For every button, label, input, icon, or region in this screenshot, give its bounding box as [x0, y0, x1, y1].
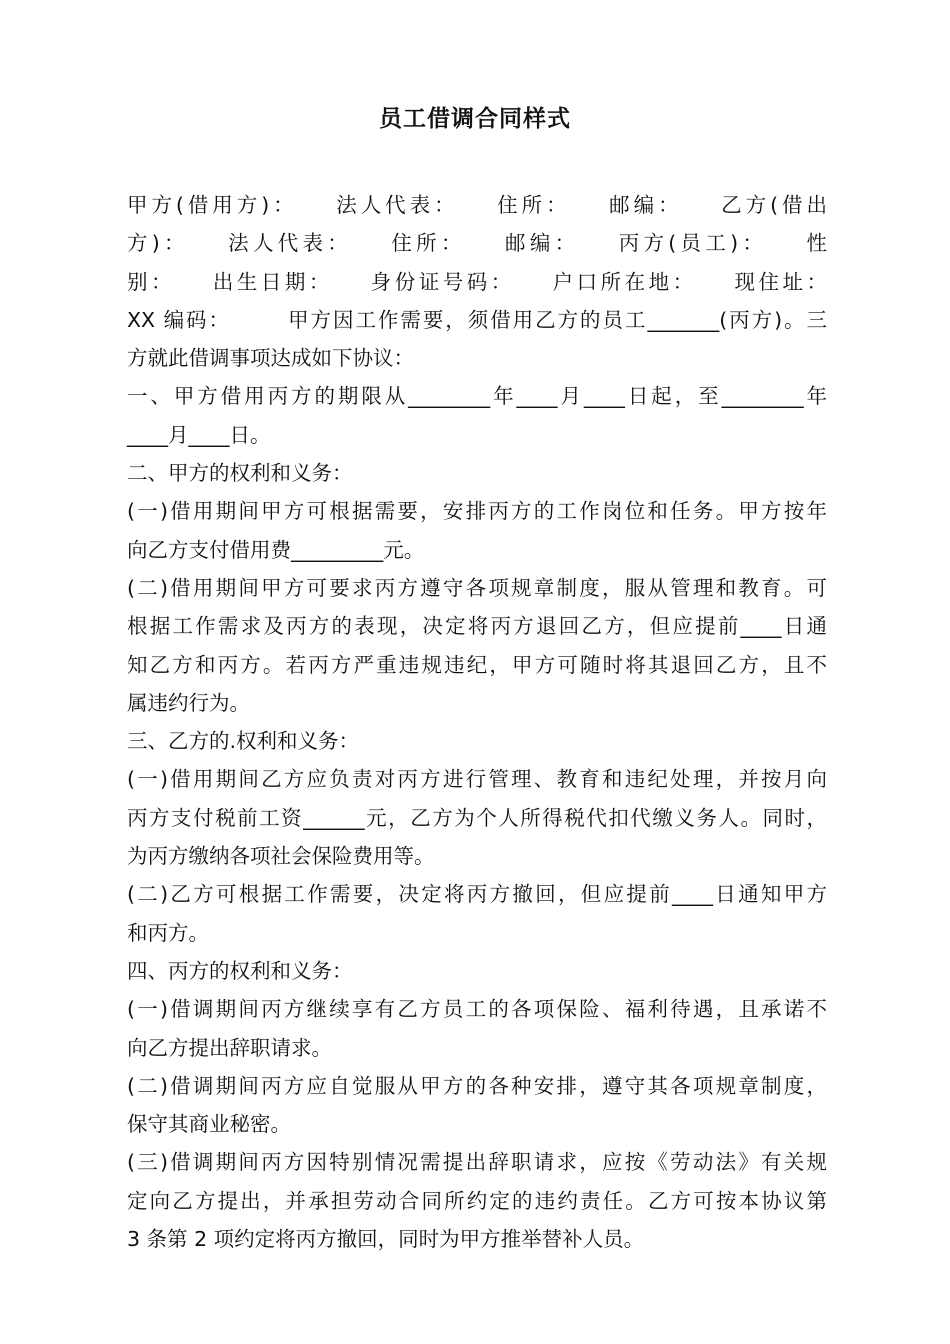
text-line: 保守其商业秘密。 [127, 1112, 291, 1137]
text-line: 为丙方缴纳各项社会保险费用等。 [127, 844, 435, 869]
text-line: 属违约行为。 [127, 690, 250, 715]
text-line: 3 条第 2 项约定将丙方撤回，同时为甲方推举替补人员。 [127, 1227, 645, 1252]
text-line: 丙方支付税前工资______元，乙方为个人所得税代扣代缴义务人。同时， [127, 805, 827, 830]
text-line: 根据工作需求及丙方的表现，决定将丙方退回乙方，但应提前____日通 [127, 614, 827, 639]
text-line: 向乙方提出辞职请求。 [127, 1035, 332, 1060]
text-line: 向乙方支付借用费_________元。 [127, 537, 425, 562]
text-line: (二)乙方可根据工作需要，决定将丙方撤回，但应提前____日通知甲方 [127, 882, 827, 907]
text-line: (三)借调期间丙方因特别情况需提出辞职请求，应按《劳动法》有关规 [127, 1150, 827, 1175]
text-line: (二)借用期间甲方可要求丙方遵守各项规章制度，服从管理和教育。可 [127, 575, 827, 600]
text-line: 三、乙方的.权利和义务： [127, 729, 360, 754]
text-line: 一、甲方借用丙方的期限从________年____月____日起，至________年 [127, 384, 827, 409]
document-title: 员工借调合同样式 [379, 106, 571, 132]
text-line: (一)借调期间丙方继续享有乙方员工的各项保险、福利待遇，且承诺不 [127, 997, 827, 1022]
text-line: 四、丙方的权利和义务： [127, 958, 353, 983]
text-line: 和丙方。 [127, 920, 209, 945]
text-line: (二)借调期间丙方应自觉服从甲方的各种安排，遵守其各项规章制度， [127, 1073, 827, 1098]
text-line: XX 编码： 甲方因工作需要，须借用乙方的员工_______(丙方)。三 [127, 307, 827, 332]
text-line: 甲方(借用方)： 法人代表： 住所： 邮编： 乙方(借出 [127, 193, 827, 217]
text-line: 定向乙方提出，并承担劳动合同所约定的违约责任。乙方可按本协议第 [127, 1188, 827, 1213]
text-line: (一)借用期间甲方可根据需要，安排丙方的工作岗位和任务。甲方按年 [127, 499, 827, 524]
text-line: 知乙方和丙方。若丙方严重违规违纪，甲方可随时将其退回乙方，且不 [127, 652, 827, 677]
document-body [127, 186, 827, 1258]
text-line: 方就此借调事项达成如下协议： [127, 346, 414, 371]
text-line: 二、甲方的权利和义务： [127, 461, 353, 486]
text-line: 别： 出生日期： 身份证号码： 户口所在地： 现住址： [127, 269, 827, 294]
text-line: 方)： 法人代表： 住所： 邮编： 丙方(员工)： 性 [127, 231, 827, 256]
text-line: (一)借用期间乙方应负责对丙方进行管理、教育和违纪处理，并按月向 [127, 767, 827, 792]
text-line: ____月____日。 [127, 422, 271, 447]
